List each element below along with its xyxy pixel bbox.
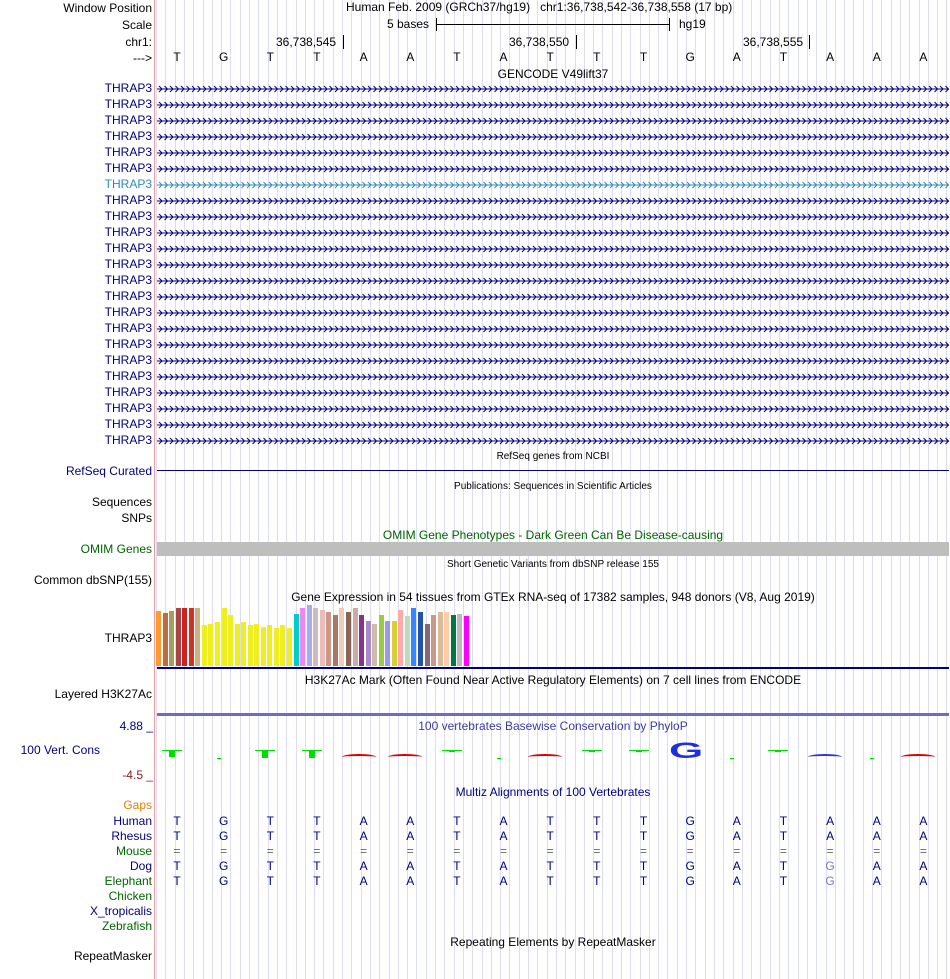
multiz-base: = xyxy=(313,844,321,858)
multiz-base: T xyxy=(779,814,788,828)
multiz-base: T xyxy=(779,859,788,873)
multiz-base: T xyxy=(546,814,554,828)
sequence-base: T xyxy=(639,50,648,64)
gtex-tissue-bar[interactable] xyxy=(254,624,259,666)
gtex-tissue-bar[interactable] xyxy=(372,624,377,666)
gencode-gene-label[interactable]: THRAP3 xyxy=(104,353,152,367)
publications-snps-label[interactable]: SNPs xyxy=(121,511,152,525)
gencode-transcript-line[interactable] xyxy=(157,325,949,333)
sequence-base: A xyxy=(359,50,368,64)
refseq-gene-line[interactable] xyxy=(157,470,949,471)
gencode-gene-label[interactable]: THRAP3 xyxy=(104,81,152,95)
gtex-tissue-bar[interactable] xyxy=(215,622,220,666)
gtex-tissue-bar[interactable] xyxy=(431,615,436,666)
multiz-base: G xyxy=(685,814,695,828)
gtex-tissue-bar[interactable] xyxy=(464,616,469,666)
multiz-base: A xyxy=(919,829,928,843)
gtex-tissue-bar[interactable] xyxy=(267,625,272,666)
phylop-mark xyxy=(730,758,734,759)
phylop-mark xyxy=(449,750,455,752)
publications-track-title: Publications: Sequences in Scientific Articles xyxy=(454,481,652,492)
multiz-base: T xyxy=(779,829,788,843)
multiz-base: T xyxy=(546,859,554,873)
multiz-base: = xyxy=(639,844,647,858)
gencode-gene-label[interactable]: THRAP3 xyxy=(104,97,152,111)
sequence-base: T xyxy=(593,50,601,64)
gtex-tissue-bar[interactable] xyxy=(300,608,305,666)
multiz-base: T xyxy=(639,874,648,888)
gencode-transcript-line[interactable] xyxy=(157,117,949,125)
gtex-tissue-bar[interactable] xyxy=(405,616,410,666)
multiz-base: A xyxy=(359,814,368,828)
phylop-mark xyxy=(808,754,842,760)
multiz-base: G xyxy=(825,874,835,888)
multiz-base: T xyxy=(779,874,788,888)
multiz-base: G xyxy=(218,859,229,873)
gencode-transcript-line[interactable] xyxy=(157,149,949,157)
gtex-gene-line xyxy=(157,667,949,669)
gtex-tissue-bar[interactable] xyxy=(222,608,227,666)
gtex-tissue-bar[interactable] xyxy=(228,615,233,666)
scale-label: Scale xyxy=(121,18,152,32)
gtex-tissue-bar[interactable] xyxy=(202,625,207,666)
sequence-base: T xyxy=(546,50,554,64)
phylop-mark xyxy=(169,750,175,757)
phylop-max-label: 4.88 _ xyxy=(119,719,153,733)
gencode-gene-label[interactable]: THRAP3 xyxy=(104,417,152,431)
dbsnp-track-title: Short Genetic Variants from dbSNP release 155 xyxy=(447,559,659,570)
gencode-transcript-line[interactable] xyxy=(157,341,949,349)
sequence-base: A xyxy=(919,50,928,64)
multiz-base: A xyxy=(406,859,415,873)
multiz-base: A xyxy=(826,814,835,828)
sequence-base: T xyxy=(266,50,274,64)
phylop-mark xyxy=(262,750,268,758)
gencode-track-title: GENCODE V49lift37 xyxy=(497,67,609,81)
multiz-base: A xyxy=(919,874,928,888)
gencode-gene-label[interactable]: THRAP3 xyxy=(104,385,152,399)
gencode-transcript-line[interactable] xyxy=(157,181,949,189)
gtex-tissue-bar[interactable] xyxy=(287,628,292,666)
gtex-tissue-bar[interactable] xyxy=(235,624,240,666)
sequence-base: A xyxy=(732,50,741,64)
multiz-base: G xyxy=(218,814,229,828)
sequence-base: A xyxy=(826,50,835,64)
dbsnp-track-label[interactable]: Common dbSNP(155) xyxy=(33,573,152,587)
position-range: chr1:36,738,542-36,738,558 (17 bp) xyxy=(540,0,733,14)
multiz-species-label[interactable]: Dog xyxy=(129,859,152,873)
gtex-tissue-bar[interactable] xyxy=(444,612,449,666)
phylop-base-glyph: G xyxy=(669,738,704,763)
ruler-tick-label: 36,738,545 xyxy=(276,35,337,49)
multiz-base: T xyxy=(546,874,554,888)
multiz-base: A xyxy=(499,874,508,888)
refseq-track-title: RefSeq genes from NCBI xyxy=(496,451,610,462)
scale-text: 5 bases xyxy=(387,17,430,31)
multiz-species-label[interactable]: Zebrafish xyxy=(101,919,152,933)
gencode-gene-label[interactable]: THRAP3 xyxy=(104,321,152,335)
omim-track-label[interactable]: OMIM Genes xyxy=(80,542,152,556)
position-header xyxy=(346,0,732,14)
gencode-transcript-line[interactable] xyxy=(157,85,949,93)
chrom-label: chr1: xyxy=(125,35,152,49)
sequence-base: G xyxy=(218,50,229,64)
gencode-transcript-line[interactable] xyxy=(157,133,949,141)
multiz-base: A xyxy=(732,814,741,828)
gtex-track-title: Gene Expression in 54 tissues from GTEx RNA-seq of 17382 samples, 948 donors (V8, Aug 2019) xyxy=(291,590,815,604)
multiz-base: = xyxy=(546,844,554,858)
multiz-base: T xyxy=(266,874,274,888)
multiz-base: A xyxy=(359,859,368,873)
phylop-mark xyxy=(388,754,422,760)
ruler-tick xyxy=(809,35,810,49)
multiz-base: A xyxy=(919,814,928,828)
gtex-tissue-bar[interactable] xyxy=(398,610,403,666)
multiz-base: T xyxy=(639,814,648,828)
ruler-tick-label: 36,738,555 xyxy=(743,35,804,49)
assembly-name: Human Feb. 2009 (GRCh37/hg19) xyxy=(346,0,531,14)
phylop-mark xyxy=(589,750,595,752)
gencode-transcript-line[interactable] xyxy=(157,421,949,429)
multiz-base: A xyxy=(406,874,415,888)
sequence-base: T xyxy=(173,50,181,64)
gencode-transcript-line[interactable] xyxy=(157,165,949,173)
gtex-tissue-bar[interactable] xyxy=(208,624,213,666)
repeatmasker-track-title: Repeating Elements by RepeatMasker xyxy=(450,935,656,949)
gtex-gene-label[interactable]: THRAP3 xyxy=(104,631,152,645)
omim-track-title: OMIM Gene Phenotypes - Dark Green Can Be Disease-causing xyxy=(382,528,724,542)
gencode-gene-label[interactable]: THRAP3 xyxy=(104,225,152,239)
gtex-tissue-bar[interactable] xyxy=(261,627,266,666)
sequence-base: T xyxy=(313,50,321,64)
multiz-base: A xyxy=(406,814,415,828)
phylop-track-title: 100 vertebrates Basewise Conservation by PhyloP xyxy=(418,719,688,733)
phylop-mark xyxy=(528,754,562,760)
refseq-track-label[interactable]: RefSeq Curated xyxy=(65,464,152,478)
gencode-gene-label[interactable]: THRAP3 xyxy=(104,241,152,255)
multiz-base: = xyxy=(826,844,834,858)
gtex-tissue-bar[interactable] xyxy=(280,625,285,666)
gtex-tissue-bar[interactable] xyxy=(385,621,390,666)
gtex-tissue-bar[interactable] xyxy=(163,613,168,666)
multiz-base: T xyxy=(453,859,461,873)
multiz-base: = xyxy=(733,844,741,858)
gencode-gene-label[interactable]: THRAP3 xyxy=(104,177,152,191)
gtex-tissue-bar[interactable] xyxy=(195,608,200,666)
multiz-base: T xyxy=(266,814,274,828)
h3k27ac-track-label[interactable]: Layered H3K27Ac xyxy=(54,687,152,701)
multiz-base: T xyxy=(593,829,601,843)
multiz-base: G xyxy=(685,829,695,843)
gtex-tissue-bar[interactable] xyxy=(248,625,253,666)
sequence-base: A xyxy=(499,50,508,64)
gencode-transcript-line[interactable] xyxy=(157,245,949,253)
gencode-transcript-line[interactable] xyxy=(157,277,949,285)
gencode-gene-label[interactable]: THRAP3 xyxy=(104,161,152,175)
multiz-track-title: Multiz Alignments of 100 Vertebrates xyxy=(455,785,651,799)
multiz-base: A xyxy=(872,814,881,828)
gencode-gene-label[interactable]: THRAP3 xyxy=(104,145,152,159)
multiz-base: = xyxy=(686,844,694,858)
multiz-base: G xyxy=(685,874,695,888)
multiz-base: = xyxy=(779,844,787,858)
multiz-base: T xyxy=(639,859,648,873)
multiz-base: = xyxy=(220,844,228,858)
gtex-tissue-bar[interactable] xyxy=(379,615,384,666)
multiz-gaps-label[interactable]: Gaps xyxy=(123,798,152,812)
sequence-base: A xyxy=(872,50,881,64)
phylop-mark xyxy=(497,758,501,759)
gencode-transcript-line[interactable] xyxy=(157,101,949,109)
window-position-label: Window Position xyxy=(63,1,152,15)
gencode-gene-label[interactable]: THRAP3 xyxy=(104,305,152,319)
gtex-tissue-bar[interactable] xyxy=(438,612,443,666)
multiz-base: T xyxy=(593,859,601,873)
gtex-tissue-bar[interactable] xyxy=(353,608,358,666)
gencode-transcript-line[interactable] xyxy=(157,309,949,317)
multiz-base: A xyxy=(872,829,881,843)
gtex-tissue-bar[interactable] xyxy=(182,608,187,666)
gtex-tissue-bar[interactable] xyxy=(425,624,430,666)
publications-sequences-label[interactable]: Sequences xyxy=(91,495,152,509)
multiz-base: A xyxy=(359,829,368,843)
gtex-tissue-bar[interactable] xyxy=(176,608,181,666)
gencode-gene-label[interactable]: THRAP3 xyxy=(104,433,152,447)
gencode-gene-label[interactable]: THRAP3 xyxy=(104,113,152,127)
gencode-transcript-line[interactable] xyxy=(157,261,949,269)
gtex-tissue-bar[interactable] xyxy=(457,614,462,666)
gtex-tissue-bar[interactable] xyxy=(333,615,338,666)
strand-label: ---> xyxy=(133,51,152,65)
phylop-mark xyxy=(775,750,781,752)
multiz-base: A xyxy=(499,859,508,873)
gencode-transcript-line[interactable] xyxy=(157,229,949,237)
gencode-gene-label[interactable]: THRAP3 xyxy=(104,369,152,383)
multiz-base: T xyxy=(173,814,181,828)
multiz-base: A xyxy=(499,814,508,828)
multiz-base: = xyxy=(500,844,508,858)
gtex-tissue-bar[interactable] xyxy=(241,622,246,666)
multiz-base: T xyxy=(313,859,321,873)
multiz-base: = xyxy=(593,844,601,858)
gencode-gene-label[interactable]: THRAP3 xyxy=(104,273,152,287)
gtex-tissue-bar[interactable] xyxy=(418,612,423,666)
gtex-tissue-bar[interactable] xyxy=(169,611,174,666)
gtex-tissue-bar[interactable] xyxy=(274,628,279,666)
ruler-tick xyxy=(576,35,577,49)
multiz-base: T xyxy=(546,829,554,843)
gtex-tissue-bar[interactable] xyxy=(320,610,325,666)
phylop-mark xyxy=(309,750,315,758)
multiz-base: T xyxy=(639,829,648,843)
gtex-tissue-bar[interactable] xyxy=(359,615,364,666)
h3k27ac-signal[interactable] xyxy=(157,713,949,716)
sequence-base: A xyxy=(406,50,415,64)
gencode-gene-label[interactable]: THRAP3 xyxy=(104,257,152,271)
multiz-base: T xyxy=(313,814,321,828)
multiz-base: A xyxy=(872,874,881,888)
gencode-transcript-line[interactable] xyxy=(157,213,949,221)
gencode-transcript-line[interactable] xyxy=(157,197,949,205)
scale-db: hg19 xyxy=(679,17,706,31)
sequence-base: T xyxy=(453,50,461,64)
gencode-gene-label[interactable]: THRAP3 xyxy=(104,129,152,143)
scale-bar-right xyxy=(669,18,670,31)
multiz-base: A xyxy=(359,874,368,888)
phylop-mark xyxy=(636,750,642,752)
gencode-gene-label[interactable]: THRAP3 xyxy=(104,337,152,351)
gtex-tissue-bar[interactable] xyxy=(313,608,318,666)
multiz-base: = xyxy=(173,844,181,858)
label-divider xyxy=(154,0,155,979)
gencode-transcript-line[interactable] xyxy=(157,373,949,381)
phylop-mark xyxy=(342,754,376,760)
multiz-base: = xyxy=(360,844,368,858)
sequence-base: T xyxy=(779,50,788,64)
multiz-base: G xyxy=(685,859,695,873)
multiz-base: = xyxy=(453,844,461,858)
repeatmasker-track-label[interactable]: RepeatMasker xyxy=(73,949,152,963)
gencode-gene-label[interactable]: THRAP3 xyxy=(104,193,152,207)
gtex-tissue-bar[interactable] xyxy=(307,605,312,666)
h3k27ac-track-title: H3K27Ac Mark (Often Found Near Active Regulatory Elements) on 7 cell lines from ENCODE xyxy=(304,673,802,687)
multiz-base: A xyxy=(406,829,415,843)
multiz-base: T xyxy=(313,829,321,843)
multiz-base: A xyxy=(732,829,741,843)
gtex-tissue-bar[interactable] xyxy=(451,615,456,666)
multiz-base: T xyxy=(593,814,601,828)
multiz-base: = xyxy=(873,844,881,858)
gencode-transcript-line[interactable] xyxy=(157,389,949,397)
gtex-tissue-bar[interactable] xyxy=(156,611,161,666)
gencode-gene-label[interactable]: THRAP3 xyxy=(104,401,152,415)
multiz-base: T xyxy=(453,829,461,843)
multiz-base: G xyxy=(218,829,229,843)
gencode-transcript-line[interactable] xyxy=(157,437,949,445)
phylop-min-label: -4.5 _ xyxy=(122,768,153,782)
ruler-tick-label: 36,738,550 xyxy=(509,35,570,49)
gtex-tissue-bar[interactable] xyxy=(346,612,351,666)
multiz-base: A xyxy=(499,829,508,843)
multiz-base: A xyxy=(826,829,835,843)
gtex-tissue-bar[interactable] xyxy=(189,608,194,666)
gtex-tissue-bar[interactable] xyxy=(366,621,371,666)
gencode-transcript-line[interactable] xyxy=(157,357,949,365)
phylop-mark xyxy=(901,754,935,760)
gtex-tissue-bar[interactable] xyxy=(339,608,344,666)
phylop-mark xyxy=(217,758,221,759)
multiz-species-label[interactable]: Elephant xyxy=(104,874,152,888)
multiz-base: T xyxy=(173,874,181,888)
gtex-tissue-bar[interactable] xyxy=(326,612,331,666)
multiz-base: T xyxy=(173,859,181,873)
phylop-mark xyxy=(870,758,874,759)
omim-gene-bar[interactable] xyxy=(157,542,949,556)
multiz-base: T xyxy=(453,874,461,888)
multiz-species-label[interactable]: Rhesus xyxy=(111,829,152,843)
gencode-transcript-line[interactable] xyxy=(157,293,949,301)
multiz-species-label[interactable]: Mouse xyxy=(115,844,152,858)
gtex-tissue-bar[interactable] xyxy=(294,614,299,666)
multiz-base: T xyxy=(266,829,274,843)
gencode-gene-label[interactable]: THRAP3 xyxy=(104,209,152,223)
gtex-tissue-bar[interactable] xyxy=(411,608,416,666)
multiz-base: A xyxy=(919,859,928,873)
sequence-base: G xyxy=(685,50,695,64)
multiz-base: T xyxy=(173,829,181,843)
multiz-base: T xyxy=(593,874,601,888)
multiz-base: G xyxy=(825,859,835,873)
multiz-base: = xyxy=(919,844,927,858)
gencode-gene-label[interactable]: THRAP3 xyxy=(104,289,152,303)
multiz-base: T xyxy=(313,874,321,888)
multiz-species-label[interactable]: Human xyxy=(113,814,152,828)
multiz-base: = xyxy=(266,844,274,858)
ruler-tick xyxy=(343,35,344,49)
multiz-species-label[interactable]: Chicken xyxy=(108,889,152,903)
multiz-base: A xyxy=(872,859,881,873)
gtex-tissue-bar[interactable] xyxy=(392,621,397,666)
multiz-base: A xyxy=(732,874,741,888)
gencode-transcript-line[interactable] xyxy=(157,405,949,413)
multiz-base: T xyxy=(453,814,461,828)
scale-bar xyxy=(436,24,669,25)
multiz-base: G xyxy=(218,874,229,888)
multiz-base: = xyxy=(406,844,414,858)
multiz-species-label[interactable]: X_tropicalis xyxy=(89,904,152,918)
phylop-track-label[interactable]: 100 Vert. Cons xyxy=(20,743,100,757)
multiz-base: T xyxy=(266,859,274,873)
multiz-base: A xyxy=(732,859,741,873)
